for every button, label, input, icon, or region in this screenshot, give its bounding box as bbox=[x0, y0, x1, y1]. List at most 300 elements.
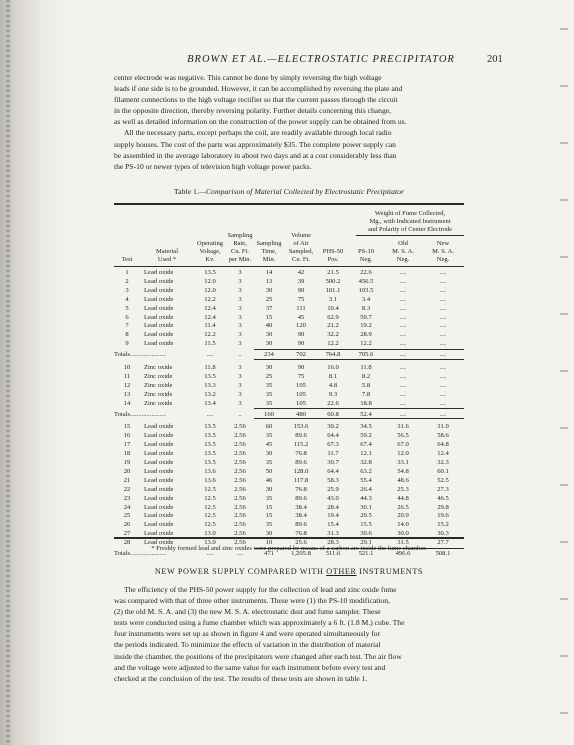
table-cell: 7.8 bbox=[361, 390, 371, 398]
table-cell: Lead oxide bbox=[144, 485, 174, 493]
table-cell: .... bbox=[399, 304, 407, 312]
table-cell: 12.0 bbox=[204, 286, 216, 294]
text-line bbox=[114, 150, 464, 161]
table-cell: 3 bbox=[238, 304, 242, 312]
table-cell: 21.2 bbox=[327, 322, 339, 330]
table-cell: 35 bbox=[265, 432, 273, 440]
table-cell: .... bbox=[439, 399, 447, 407]
table-cell: Lead oxide bbox=[144, 503, 174, 511]
table-cell: 25.3 bbox=[397, 485, 409, 493]
table-cell: .... bbox=[399, 364, 407, 371]
column-header-line: Old bbox=[398, 240, 408, 247]
table-cell: 30 bbox=[265, 485, 273, 493]
table-cell: 1 bbox=[125, 269, 129, 276]
table-cell: 12.4 bbox=[204, 313, 216, 321]
subtotal-rule bbox=[254, 408, 464, 409]
group-header-line: Mg., with Indicated Instrument bbox=[369, 218, 451, 225]
table-cell: 27 bbox=[123, 530, 131, 538]
column-header-line: per Min. bbox=[228, 256, 252, 263]
table-cell: .... bbox=[399, 286, 407, 294]
table-cell: 43.0 bbox=[327, 494, 339, 502]
text-line bbox=[114, 606, 464, 617]
table-cell: Lead oxide bbox=[144, 269, 174, 276]
column-header-line: PS-10 bbox=[358, 248, 374, 255]
table-cell: 67.0 bbox=[397, 441, 409, 449]
table-cell: 9 bbox=[125, 340, 129, 348]
table-cell: 90 bbox=[297, 286, 305, 294]
totals-label: Totals...................... bbox=[114, 351, 167, 359]
column-header-line: Material bbox=[155, 248, 179, 255]
text-line bbox=[114, 72, 464, 83]
table-cell: 12.4 bbox=[437, 450, 449, 458]
table-cell: .... bbox=[439, 277, 447, 285]
column-header-line: Cu. Ft. bbox=[292, 256, 310, 263]
column-header-line: Sampling bbox=[227, 232, 253, 239]
table-cell: 3 bbox=[238, 277, 242, 285]
column-header-line: Neg. bbox=[359, 256, 373, 263]
table-cell: Zinc oxide bbox=[144, 390, 173, 398]
table-cell: 15 bbox=[265, 512, 273, 520]
text-line-content: tests were conducted using a fume chamber which was approximately a 6 ft. (1.8 M.) cube. The bbox=[114, 618, 405, 628]
column-header bbox=[384, 240, 422, 264]
table-cell: 32.8 bbox=[360, 459, 372, 466]
text-line bbox=[114, 127, 464, 138]
closing-paragraph bbox=[114, 584, 464, 684]
table-cell: 13.0 bbox=[204, 539, 216, 547]
table-cell: 2.56 bbox=[234, 423, 246, 431]
table-cell: 3.4 bbox=[361, 295, 371, 303]
text-line-content: as well as detailed information on the construction of the power supply can be obtained from us. bbox=[114, 117, 407, 127]
table-cell: 37 bbox=[265, 304, 273, 312]
table-cell: 105 bbox=[296, 390, 306, 398]
table-cell: .... bbox=[399, 399, 407, 407]
table-cell: Lead oxide bbox=[144, 313, 174, 321]
table-cell: .... bbox=[399, 372, 407, 380]
table-cell: 12.0 bbox=[204, 277, 216, 285]
table-cell: .... bbox=[439, 364, 447, 371]
text-line bbox=[114, 673, 464, 684]
table-cell: 105 bbox=[296, 381, 306, 389]
table-cell: 3 bbox=[125, 286, 129, 294]
running-head: BROWN ET AL.—ELECTROSTATIC PRECIPITATOR bbox=[187, 54, 455, 65]
table-cell: 511.6 bbox=[325, 550, 341, 557]
text-line-content: The efficiency of the PHS-50 power supply for the collection of lead and zinc oxide fume bbox=[124, 585, 397, 594]
table-cell: 62.9 bbox=[327, 313, 339, 321]
table-cell: 50.7 bbox=[360, 313, 372, 321]
table-cell: 21 bbox=[123, 476, 131, 484]
table-cell: 16.0 bbox=[327, 364, 339, 371]
table-cell: Lead oxide bbox=[144, 277, 174, 285]
table-cell: 13.5 bbox=[204, 450, 216, 458]
table-cell: 52.5 bbox=[437, 476, 449, 484]
table-cell: 3 bbox=[238, 364, 242, 371]
table-cell: 14 bbox=[265, 269, 273, 276]
table-cell: 3 bbox=[238, 269, 242, 276]
table-cell: 15 bbox=[265, 313, 273, 321]
table-cell: 33.1 bbox=[397, 459, 409, 466]
table-cell: 26 bbox=[123, 521, 131, 529]
table-cell: .... bbox=[439, 381, 447, 389]
table-cell: 2.56 bbox=[234, 503, 246, 511]
table-cell: 27.3 bbox=[437, 485, 449, 493]
table-cell: 15.5 bbox=[360, 521, 372, 529]
table-cell: 89.6 bbox=[295, 494, 307, 502]
table-cell: Zinc oxide bbox=[144, 381, 173, 389]
table-cell: Lead oxide bbox=[144, 340, 174, 348]
table-cell: 10 bbox=[123, 364, 131, 371]
text-line-content: All the necessary parts, except perhaps the coil, are readily available through local radio bbox=[124, 128, 392, 138]
table-cell: 40 bbox=[265, 322, 273, 330]
table-cell: Lead oxide bbox=[144, 512, 174, 520]
table-cell: 11.5 bbox=[204, 340, 216, 348]
table-cell: 11.8 bbox=[360, 364, 372, 371]
table-cell: 13.3 bbox=[204, 381, 216, 389]
table-cell: .... bbox=[236, 550, 244, 557]
table-cell: 18 bbox=[123, 450, 131, 458]
table-cell: 60.8 bbox=[327, 410, 339, 418]
table-cell: 90 bbox=[297, 340, 305, 348]
table-cell: .... bbox=[399, 322, 407, 330]
column-header-line: M. S. A. bbox=[392, 248, 414, 255]
column-header-line: Cu. Ft. bbox=[231, 248, 249, 255]
column-header-line: Sampled, bbox=[288, 248, 314, 255]
column-header-line: Min. bbox=[262, 256, 276, 263]
table-cell: .... bbox=[439, 304, 447, 312]
table-cell: 456.5 bbox=[358, 277, 374, 285]
table-cell: 32.2 bbox=[327, 331, 339, 339]
table-cell: .... bbox=[439, 340, 447, 348]
table-cell: 64.4 bbox=[327, 432, 339, 440]
table-cell: Lead oxide bbox=[144, 295, 174, 303]
table-cell: 35 bbox=[265, 381, 273, 389]
text-line-content: filament connections to the high voltage rectifier so that the current passes through the circuit bbox=[114, 95, 398, 105]
table-cell: 35 bbox=[265, 521, 273, 529]
table-cell: .... bbox=[439, 295, 447, 303]
table-cell: 4.8 bbox=[328, 381, 338, 389]
table-cell: 10.4 bbox=[327, 304, 339, 312]
table-cell: 2.56 bbox=[234, 512, 246, 520]
section-title-part-2: OTHER bbox=[326, 567, 357, 576]
table-cell: 30 bbox=[265, 450, 273, 458]
table-cell: 30 bbox=[265, 340, 273, 348]
table-cell: 2.56 bbox=[234, 521, 246, 529]
weight-column-group-header bbox=[356, 210, 464, 234]
table-cell: 25.6 bbox=[295, 539, 307, 547]
table-cell: .... bbox=[206, 410, 214, 418]
table-cell: 6 bbox=[125, 313, 129, 321]
column-header-line: Voltage, bbox=[199, 248, 221, 255]
table-cell: 76.8 bbox=[295, 530, 307, 538]
table-cell: 1,205.8 bbox=[291, 550, 311, 557]
table-cell: 12.5 bbox=[204, 485, 216, 493]
table-cell: 2.56 bbox=[234, 441, 246, 449]
totals-label: Totals...................... bbox=[114, 550, 167, 557]
table-cell: 2.56 bbox=[234, 476, 246, 484]
table-cell: 3 bbox=[238, 381, 242, 389]
table-cell: .... bbox=[206, 351, 214, 359]
table-cell: 89.6 bbox=[295, 521, 307, 529]
table-cell: 44.8 bbox=[397, 494, 409, 502]
table-cell: 8.2 bbox=[361, 372, 371, 380]
table-cell: 496.6 bbox=[395, 550, 411, 557]
table-cell: 31.6 bbox=[397, 423, 409, 431]
text-line-content: the PS-10 or newer types of television high voltage power packs. bbox=[114, 161, 312, 171]
table-cell: 38.4 bbox=[295, 512, 307, 520]
table-cell: 2.56 bbox=[234, 459, 246, 466]
table-cell: 30.0 bbox=[397, 530, 409, 538]
table-cell: 12 bbox=[123, 381, 131, 389]
table-cell: 12.2 bbox=[204, 295, 216, 303]
table-cell: .... bbox=[399, 340, 407, 348]
table-cell: 16 bbox=[123, 432, 131, 440]
table-cell: 39 bbox=[297, 277, 305, 285]
table-cell: 50 bbox=[265, 467, 273, 475]
table-cell: 8.1 bbox=[328, 372, 338, 380]
table-cell: 8 bbox=[125, 331, 129, 339]
table-cell: .... bbox=[439, 351, 447, 359]
table-cell: 3.1 bbox=[328, 295, 338, 303]
table-cell: 35 bbox=[265, 494, 273, 502]
table-cell: Lead oxide bbox=[144, 286, 174, 294]
table-cell: .... bbox=[399, 381, 407, 389]
table-cell: 28.3 bbox=[327, 539, 339, 547]
table-cell: 3 bbox=[238, 286, 242, 294]
table-cell: 38.4 bbox=[295, 503, 307, 511]
table-cell: 64.4 bbox=[327, 467, 339, 475]
table-cell: .... bbox=[206, 550, 214, 557]
table-cell: 90 bbox=[297, 331, 305, 339]
table-cell: .... bbox=[439, 269, 447, 276]
table-cell: 234 bbox=[264, 351, 274, 359]
text-line bbox=[114, 584, 464, 595]
table-cell: 18.8 bbox=[360, 399, 372, 407]
table-cell: 702 bbox=[296, 351, 306, 359]
table-cell: 52.4 bbox=[360, 410, 372, 418]
table-cell: .... bbox=[399, 313, 407, 321]
table-cell: 30 bbox=[265, 530, 273, 538]
table-cell: 15.4 bbox=[327, 521, 339, 529]
table-cell: 35 bbox=[265, 459, 273, 466]
table-cell: 28.9 bbox=[360, 331, 372, 339]
table-cell: 101.1 bbox=[325, 286, 341, 294]
table-cell: 17 bbox=[123, 441, 131, 449]
table-cell: Zinc oxide bbox=[144, 372, 173, 380]
table-cell: Lead oxide bbox=[144, 539, 174, 547]
table-cell: 30.6 bbox=[360, 530, 372, 538]
table-cell: Lead oxide bbox=[144, 459, 174, 466]
table-cell: 15 bbox=[265, 503, 273, 511]
table-cell: 29.8 bbox=[437, 503, 449, 511]
table-cell: 3 bbox=[238, 295, 242, 303]
table-cell: .... bbox=[399, 277, 407, 285]
table-cell: Lead oxide bbox=[144, 530, 174, 538]
text-line-content: in the opposite direction, thereby reversing polarity. Further details concerning this change, bbox=[114, 106, 392, 116]
table-cell: .... bbox=[399, 269, 407, 276]
table-footnote: * Freshly formed lead and zinc oxides were prepared by means of a carbon arc inside the fume chamber. bbox=[151, 545, 427, 552]
table-cell: 12.5 bbox=[204, 503, 216, 511]
table-cell: 2 bbox=[125, 277, 129, 285]
table-cell: 13.6 bbox=[204, 476, 216, 484]
table-cell: 13.0 bbox=[204, 530, 216, 538]
table-cell: 35 bbox=[265, 390, 273, 398]
table-cell: .... bbox=[399, 390, 407, 398]
column-header-line: Used * bbox=[157, 256, 177, 263]
table-cell: 28.4 bbox=[327, 503, 339, 511]
table-cell: 67.3 bbox=[327, 441, 339, 449]
table-cell: 32.3 bbox=[437, 459, 449, 466]
table-cell: .... bbox=[439, 372, 447, 380]
table-cell: Lead oxide bbox=[144, 441, 174, 449]
text-line-content: four instruments were set up as shown in figure 4 and were operated simultaneously for bbox=[114, 629, 381, 639]
table-cell: 13.5 bbox=[204, 372, 216, 380]
table-cell: 9.3 bbox=[328, 390, 338, 398]
table-cell: 7 bbox=[125, 322, 129, 330]
column-header bbox=[254, 240, 284, 264]
table-cell: 12.0 bbox=[397, 450, 409, 458]
text-line-content: and the voltage were adjusted to the same value for each instrument before every test and bbox=[114, 662, 386, 672]
column-header-line: M. S. A. bbox=[432, 248, 454, 255]
group-header-line: and Polarity of Center Electrode bbox=[367, 226, 453, 233]
table-cell: 160 bbox=[264, 410, 274, 418]
table-cell: Zinc oxide bbox=[144, 364, 173, 371]
table-cell: 31.0 bbox=[437, 423, 449, 431]
table-cell: 64.8 bbox=[437, 441, 449, 449]
table-header-rule bbox=[114, 266, 464, 267]
table-cell: 764.8 bbox=[325, 351, 341, 359]
column-header-line: New bbox=[436, 240, 450, 247]
text-line-content: was compared with that of three other instruments. These were (1) the PS-10 modification, bbox=[114, 596, 390, 606]
table-cell: 13.5 bbox=[204, 432, 216, 440]
table-cell: 15.2 bbox=[437, 521, 449, 529]
table-cell: 13.5 bbox=[204, 441, 216, 449]
table-cell: 12.1 bbox=[360, 450, 372, 458]
table-cell: 89.6 bbox=[295, 459, 307, 466]
table-cell: 3 bbox=[238, 372, 242, 380]
binding-edge bbox=[6, 0, 10, 745]
table-cell: 27.7 bbox=[437, 539, 449, 547]
column-header-line: Neg. bbox=[396, 256, 410, 263]
table-cell: 11.7 bbox=[327, 450, 339, 458]
table-cell: 13.6 bbox=[204, 467, 216, 475]
column-header-line: of Air bbox=[293, 240, 309, 247]
text-line-content: leads if one side is to be grounded. However, it can be accomplished by reversing the plate and bbox=[114, 84, 403, 94]
table-cell: 21.5 bbox=[327, 269, 339, 276]
table-cell: 4 bbox=[125, 295, 129, 303]
table-caption-title: —Comparison of Material Collected by Electrostatic Precipitator bbox=[198, 187, 405, 196]
table-cell: 120 bbox=[296, 322, 306, 330]
group-header-line: Weight of Fume Collected, bbox=[374, 210, 446, 217]
text-line bbox=[114, 628, 464, 639]
table-cell: 76.8 bbox=[295, 450, 307, 458]
text-line-content: checked at the conclusion of the test. The results of these tests are shown in table 1. bbox=[114, 673, 368, 683]
table-bottom-rule bbox=[114, 537, 464, 539]
table-cell: Lead oxide bbox=[144, 322, 174, 330]
table-cell: .... bbox=[399, 295, 407, 303]
table-cell: 30.7 bbox=[327, 459, 339, 466]
table-cell: 2.56 bbox=[234, 450, 246, 458]
column-header bbox=[194, 240, 226, 264]
column-header-line: Volume bbox=[290, 232, 312, 239]
table-cell: 30 bbox=[265, 286, 273, 294]
table-cell: 3 bbox=[238, 399, 242, 407]
table-cell: 31.3 bbox=[327, 530, 339, 538]
table-cell: 45 bbox=[297, 313, 305, 321]
table-cell: .... bbox=[439, 331, 447, 339]
section-title-part-1: NEW POWER SUPPLY COMPARED WITH bbox=[154, 567, 327, 576]
table-cell: 46.5 bbox=[437, 494, 449, 502]
table-cell: 2.56 bbox=[234, 432, 246, 440]
table-cell: 48.6 bbox=[397, 476, 409, 484]
table-cell: 3 bbox=[238, 322, 242, 330]
table-cell: 2.56 bbox=[234, 530, 246, 538]
table-cell: Lead oxide bbox=[144, 467, 174, 475]
table-cell: 12.2 bbox=[204, 331, 216, 339]
table-cell: 67.4 bbox=[360, 441, 372, 449]
table-cell: 13.2 bbox=[204, 390, 216, 398]
text-line-content: (2) the old M. S. A. and (3) the new M. S. A. electrostatic dust and fume sampler. These bbox=[114, 607, 381, 617]
table-cell: 103.5 bbox=[358, 286, 374, 294]
text-line bbox=[114, 116, 464, 127]
table-cell: .... bbox=[439, 286, 447, 294]
text-line-content: inside the chamber, the positions of the precipitators were changed after each test. The air flow bbox=[114, 651, 402, 661]
table-cell: 30.3 bbox=[437, 530, 449, 538]
table-cell: 14 bbox=[123, 399, 131, 407]
table-cell: 500.2 bbox=[325, 277, 341, 285]
table-caption-label: Table 1. bbox=[173, 187, 199, 196]
totals-rule bbox=[254, 359, 464, 360]
table-cell: 75 bbox=[297, 372, 305, 380]
table-cell: .. bbox=[238, 351, 242, 359]
table-cell: 34.5 bbox=[360, 423, 372, 431]
table-cell: Lead oxide bbox=[144, 476, 174, 484]
page-number: 201 bbox=[487, 54, 503, 65]
table-cell: 22.6 bbox=[327, 399, 339, 407]
table-cell: 19.4 bbox=[327, 512, 339, 520]
subtotal-rule bbox=[254, 349, 464, 350]
table-cell: 23 bbox=[123, 494, 131, 502]
table-cell: 13.5 bbox=[204, 459, 216, 466]
table-cell: 11.4 bbox=[204, 322, 216, 330]
text-line bbox=[114, 639, 464, 650]
column-header-line: Pos. bbox=[327, 256, 339, 263]
table-cell: 76.8 bbox=[295, 485, 307, 493]
column-header bbox=[284, 232, 318, 264]
column-header-line: Operating bbox=[197, 240, 223, 247]
table-cell: 44.3 bbox=[360, 494, 372, 502]
table-cell: 508.1 bbox=[435, 550, 451, 557]
table-cell: .... bbox=[439, 313, 447, 321]
column-header bbox=[348, 248, 384, 264]
text-line-content: supply houses. The cost of the parts was approximately $35. The complete power supply can bbox=[114, 139, 396, 149]
table-cell: 3 bbox=[238, 313, 242, 321]
table-cell: 117.8 bbox=[293, 476, 309, 484]
table-cell: .... bbox=[439, 322, 447, 330]
table-cell: 12.2 bbox=[360, 340, 372, 348]
table-cell: 90 bbox=[297, 364, 305, 371]
table-cell: 12.5 bbox=[204, 521, 216, 529]
table-cell: 11.8 bbox=[204, 364, 216, 371]
column-header bbox=[422, 240, 464, 264]
table-cell: 13.4 bbox=[204, 399, 216, 407]
table-cell: 13.5 bbox=[204, 269, 216, 276]
table-cell: 58.6 bbox=[437, 432, 449, 440]
intro-paragraph bbox=[114, 72, 464, 172]
table-cell: 25 bbox=[123, 512, 131, 520]
table-cell: 12.5 bbox=[204, 494, 216, 502]
table-cell: 3 bbox=[238, 340, 242, 348]
section-title bbox=[114, 567, 464, 576]
table-cell: 480 bbox=[296, 410, 306, 418]
